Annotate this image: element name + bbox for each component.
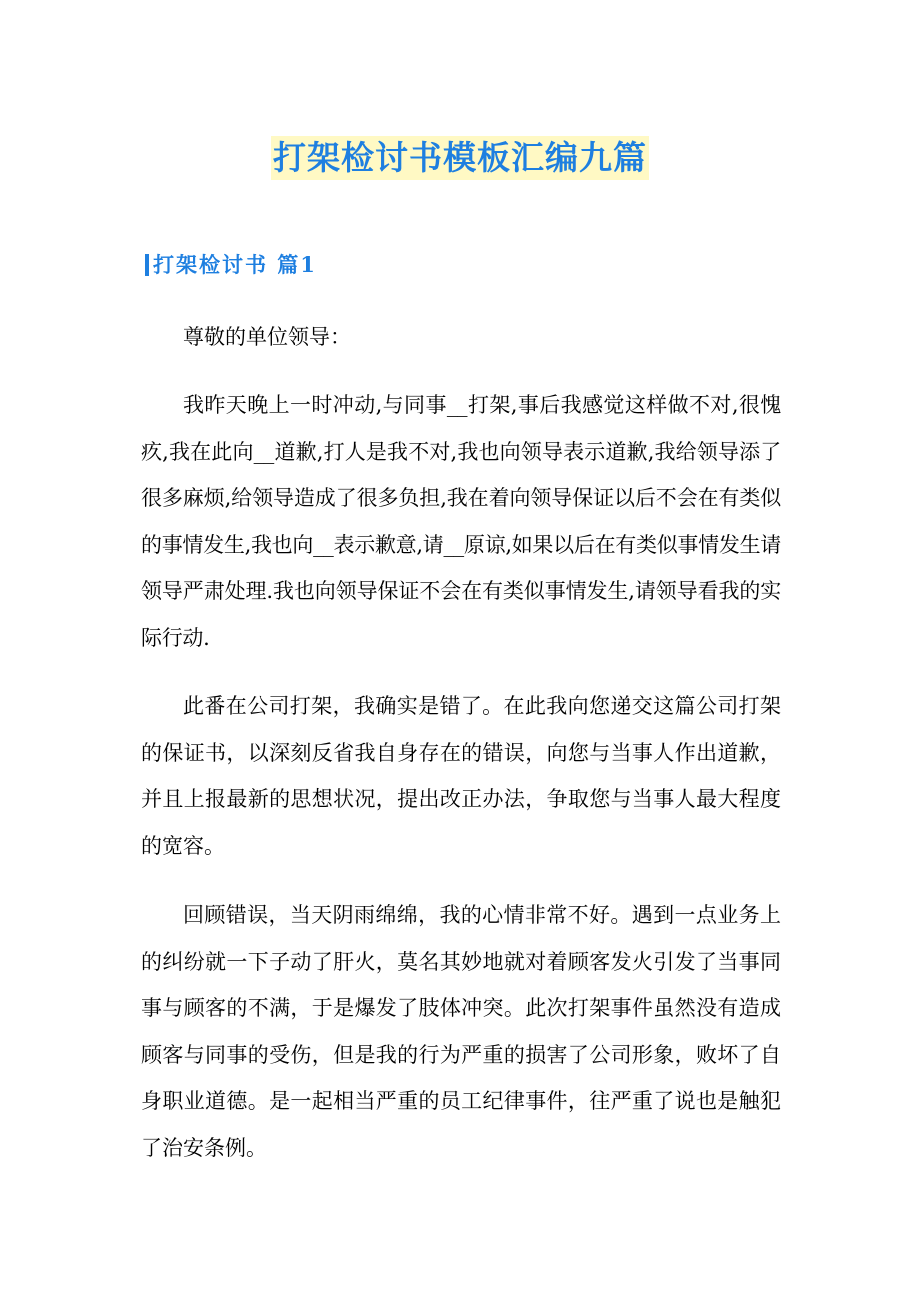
section-heading-text: 打架检讨书 篇1 [153,252,317,277]
paragraph-3: 回顾错误，当天阴雨绵绵，我的心情非常不好。遇到一点业务上的纠纷就一下子动了肝火，莫名其妙地就对着顾客发火引发了当事同事与顾客的不满，于是爆发了肢体冲突。此次打架事件虽然没有造成顾客与同事的受伤，但是我的行为严重的损害了公司形象，败坏了自身职业道德。是一起相当严重的员工纪律事件，往严重了说也是触犯了治安条例。 [141,903,781,1160]
heading-marker-bar [145,254,149,276]
paragraph-1: 我昨天晚上一时冲动,与同事__打架,事后我感觉这样做不对,很愧疚,我在此向__道歉,打人是我不对,我也向领导表示道歉,我给领导添了很多麻烦,给领导造成了很多负担,我在着向领导保证以后不会在有类似的事情发生,我也向__表示歉意,请__原谅,如果以后在有类似事情发生请领导严肃处理.我也向领导保证不会在有类似事情发生,请领导看我的实际行动. [141,393,781,650]
document-title [0,136,920,180]
section-heading [145,250,317,280]
salutation: 尊敬的单位领导： [183,325,351,349]
document-title-text: 打架检讨书模板汇编九篇 [271,136,649,180]
paragraph-2: 此番在公司打架，我确实是错了。在此我向您递交这篇公司打架的保证书，以深刻反省我自身存在的错误，向您与当事人作出道歉，并且上报最新的思想状况，提出改正办法，争取您与当事人最大程度的宽容。 [141,694,781,858]
